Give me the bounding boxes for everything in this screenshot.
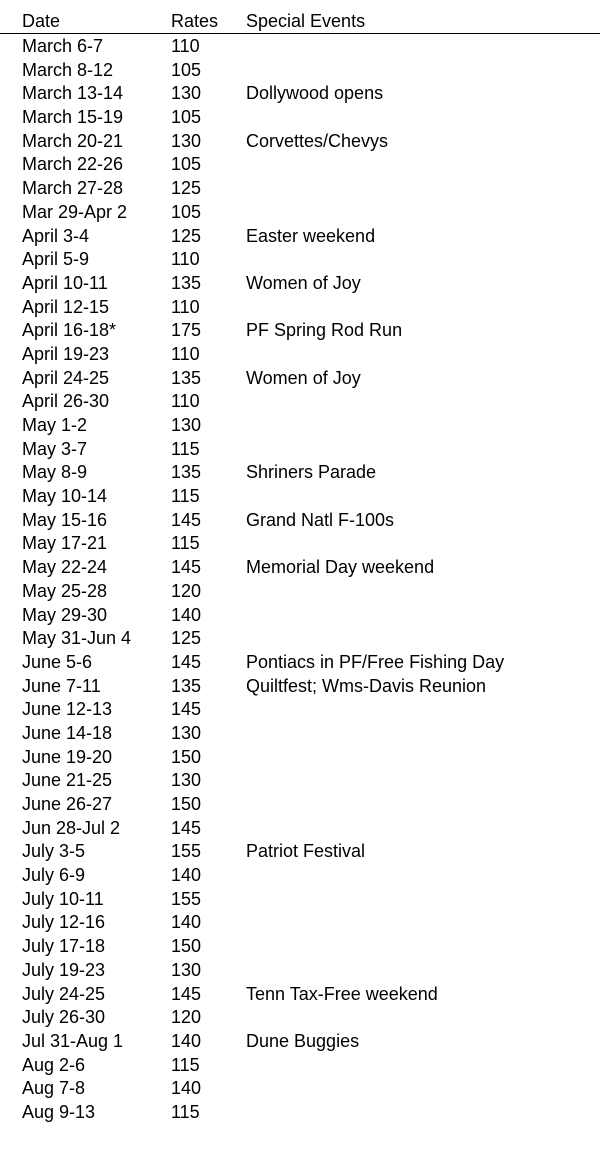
date-cell: Jun 28-Jul 2 — [22, 817, 121, 838]
date-cell: July 24-25 — [22, 983, 106, 1004]
table-row — [0, 959, 600, 983]
table-row — [0, 840, 600, 864]
date-cell: April 10-11 — [22, 272, 108, 293]
event-cell: Women of Joy — [246, 367, 361, 388]
event-cell: Shriners Parade — [246, 462, 377, 483]
date-cell: April 19-23 — [22, 343, 110, 364]
date-cell: April 24-25 — [22, 367, 110, 388]
rate-cell: 115 — [171, 1101, 200, 1122]
rate-cell: 115 — [171, 533, 200, 554]
rate-cell: 125 — [171, 225, 202, 246]
table-row — [0, 343, 600, 367]
date-cell: May 31-Jun 4 — [22, 628, 132, 649]
table-row — [0, 769, 600, 793]
rate-cell: 120 — [171, 580, 202, 601]
rate-cell: 150 — [171, 746, 202, 767]
rate-cell: 145 — [171, 651, 202, 672]
rate-cell: 110 — [171, 391, 200, 412]
event-cell: Tenn Tax-Free weekend — [246, 983, 438, 1004]
table-row — [0, 461, 600, 485]
rate-cell: 155 — [171, 841, 202, 862]
event-cell: Dune Buggies — [246, 1030, 360, 1051]
table-header — [0, 9, 600, 34]
table-row — [0, 627, 600, 651]
rate-cell: 140 — [171, 865, 202, 886]
table-row — [0, 983, 600, 1007]
rate-cell: 140 — [171, 912, 202, 933]
rate-cell: 115 — [171, 438, 200, 459]
table-row — [0, 153, 600, 177]
table-row — [0, 201, 600, 225]
rate-cell: 110 — [171, 36, 200, 56]
table-row — [0, 651, 600, 675]
table-row — [0, 177, 600, 201]
rate-cell: 110 — [171, 343, 200, 364]
date-cell: July 6-9 — [22, 865, 86, 886]
table-row — [0, 817, 600, 841]
rate-cell: 135 — [171, 462, 202, 483]
date-cell: June 19-20 — [22, 746, 113, 767]
table-row — [0, 1006, 600, 1030]
date-cell: May 17-21 — [22, 533, 108, 554]
rate-cell: 130 — [171, 722, 202, 743]
table-row — [0, 59, 600, 83]
table-row — [0, 367, 600, 391]
rate-cell: 120 — [171, 1007, 202, 1028]
rate-cell: 125 — [171, 178, 202, 199]
table-row — [0, 1077, 600, 1101]
rate-cell: 140 — [171, 1030, 202, 1051]
date-cell: March 13-14 — [22, 83, 124, 104]
rate-cell: 125 — [171, 628, 202, 649]
rate-cell: 130 — [171, 770, 202, 791]
table-row — [0, 438, 600, 462]
rate-cell: 130 — [171, 83, 202, 104]
date-cell: May 25-28 — [22, 580, 108, 601]
date-cell: May 15-16 — [22, 509, 108, 530]
date-cell: June 26-27 — [22, 794, 113, 814]
rate-cell: 110 — [171, 249, 200, 270]
date-cell: Aug 9-13 — [22, 1101, 96, 1122]
date-cell: May 10-14 — [22, 486, 108, 507]
rate-cell: 155 — [171, 888, 202, 909]
date-cell: March 15-19 — [22, 107, 124, 128]
date-cell: July 26-30 — [22, 1007, 106, 1028]
date-cell: July 10-11 — [22, 888, 104, 909]
header-special-events: Special Events — [246, 11, 366, 31]
rate-cell: 135 — [171, 675, 202, 696]
rate-cell: 140 — [171, 604, 202, 625]
date-cell: May 3-7 — [22, 438, 88, 459]
table-row — [0, 272, 600, 296]
date-cell: June 12-13 — [22, 699, 113, 720]
table-row — [0, 390, 600, 414]
table-row — [0, 1030, 600, 1054]
date-cell: April 12-15 — [22, 296, 110, 317]
rate-cell: 135 — [171, 367, 202, 388]
table-body — [0, 35, 600, 1125]
rate-cell: 145 — [171, 817, 202, 838]
table-row — [0, 935, 600, 959]
rate-cell: 145 — [171, 699, 202, 720]
rate-cell: 145 — [171, 509, 202, 530]
date-cell: June 5-6 — [22, 651, 93, 672]
date-cell: April 3-4 — [22, 225, 90, 246]
date-cell: July 19-23 — [22, 959, 106, 980]
rate-cell: 130 — [171, 415, 202, 435]
date-cell: June 21-25 — [22, 770, 113, 791]
rate-cell: 145 — [171, 983, 202, 1004]
rate-cell: 140 — [171, 1078, 202, 1099]
table-row — [0, 888, 600, 912]
table-row — [0, 675, 600, 699]
date-cell: March 6-7 — [22, 36, 104, 56]
event-cell: PF Spring Rod Run — [246, 320, 403, 341]
date-cell: May 29-30 — [22, 604, 108, 625]
event-cell: Dollywood opens — [246, 83, 384, 104]
date-cell: April 5-9 — [22, 249, 90, 270]
table-row — [0, 746, 600, 770]
date-cell: March 27-28 — [22, 178, 124, 199]
rate-cell: 145 — [171, 557, 202, 578]
rate-cell: 150 — [171, 936, 202, 957]
table-row — [0, 414, 600, 438]
table-row — [0, 604, 600, 628]
table-row — [0, 485, 600, 509]
date-cell: March 8-12 — [22, 59, 114, 80]
date-cell: May 22-24 — [22, 557, 108, 578]
table-row — [0, 698, 600, 722]
date-cell: Aug 7-8 — [22, 1078, 86, 1099]
event-cell: Pontiacs in PF/Free Fishing Day — [246, 651, 505, 672]
rate-cell: 105 — [171, 154, 202, 175]
table-row — [0, 225, 600, 249]
rate-cell: 175 — [171, 320, 202, 341]
event-cell: Grand Natl F-100s — [246, 509, 395, 530]
table-row — [0, 532, 600, 556]
table-row — [0, 509, 600, 533]
date-cell: March 20-21 — [22, 130, 124, 151]
rate-cell: 115 — [171, 1054, 200, 1075]
event-cell: Patriot Festival — [246, 841, 366, 862]
date-cell: Mar 29-Apr 2 — [22, 201, 128, 222]
table-row — [0, 1101, 600, 1125]
date-cell: April 26-30 — [22, 391, 110, 412]
rate-cell: 130 — [171, 130, 202, 151]
date-cell: July 17-18 — [22, 936, 106, 957]
event-cell: Memorial Day weekend — [246, 557, 435, 578]
rate-cell: 150 — [171, 794, 202, 814]
rate-cell: 105 — [171, 107, 202, 128]
table-row — [0, 319, 600, 343]
table-row — [0, 106, 600, 130]
event-cell: Quiltfest; Wms-Davis Reunion — [246, 675, 487, 696]
event-cell: Women of Joy — [246, 272, 361, 293]
rate-cell: 130 — [171, 959, 202, 980]
table-row — [0, 296, 600, 320]
date-cell: Aug 2-6 — [22, 1054, 86, 1075]
table-row — [0, 130, 600, 154]
event-cell: Easter weekend — [246, 225, 376, 246]
date-cell: April 16-18* — [22, 320, 117, 341]
date-cell: May 1-2 — [22, 415, 88, 435]
date-cell: Jul 31-Aug 1 — [22, 1030, 124, 1051]
header-rates: Rates — [171, 11, 219, 31]
table-row — [0, 911, 600, 935]
header-date: Date — [22, 11, 61, 31]
table-row — [0, 556, 600, 580]
table-row — [0, 722, 600, 746]
table-row — [0, 580, 600, 604]
date-cell: June 14-18 — [22, 722, 113, 743]
table-row — [0, 864, 600, 888]
rate-cell: 135 — [171, 272, 202, 293]
date-cell: July 12-16 — [22, 912, 106, 933]
table-row — [0, 82, 600, 106]
table-row — [0, 793, 600, 817]
rate-cell: 105 — [171, 59, 202, 80]
table-row — [0, 35, 600, 59]
rate-cell: 115 — [171, 486, 200, 507]
event-cell: Corvettes/Chevys — [246, 130, 389, 151]
table-row — [0, 1054, 600, 1078]
table-row — [0, 248, 600, 272]
date-cell: July 3-5 — [22, 841, 86, 862]
rate-cell: 110 — [171, 296, 200, 317]
date-cell: May 8-9 — [22, 462, 88, 483]
date-cell: March 22-26 — [22, 154, 124, 175]
date-cell: June 7-11 — [22, 675, 101, 696]
rate-cell: 105 — [171, 201, 202, 222]
